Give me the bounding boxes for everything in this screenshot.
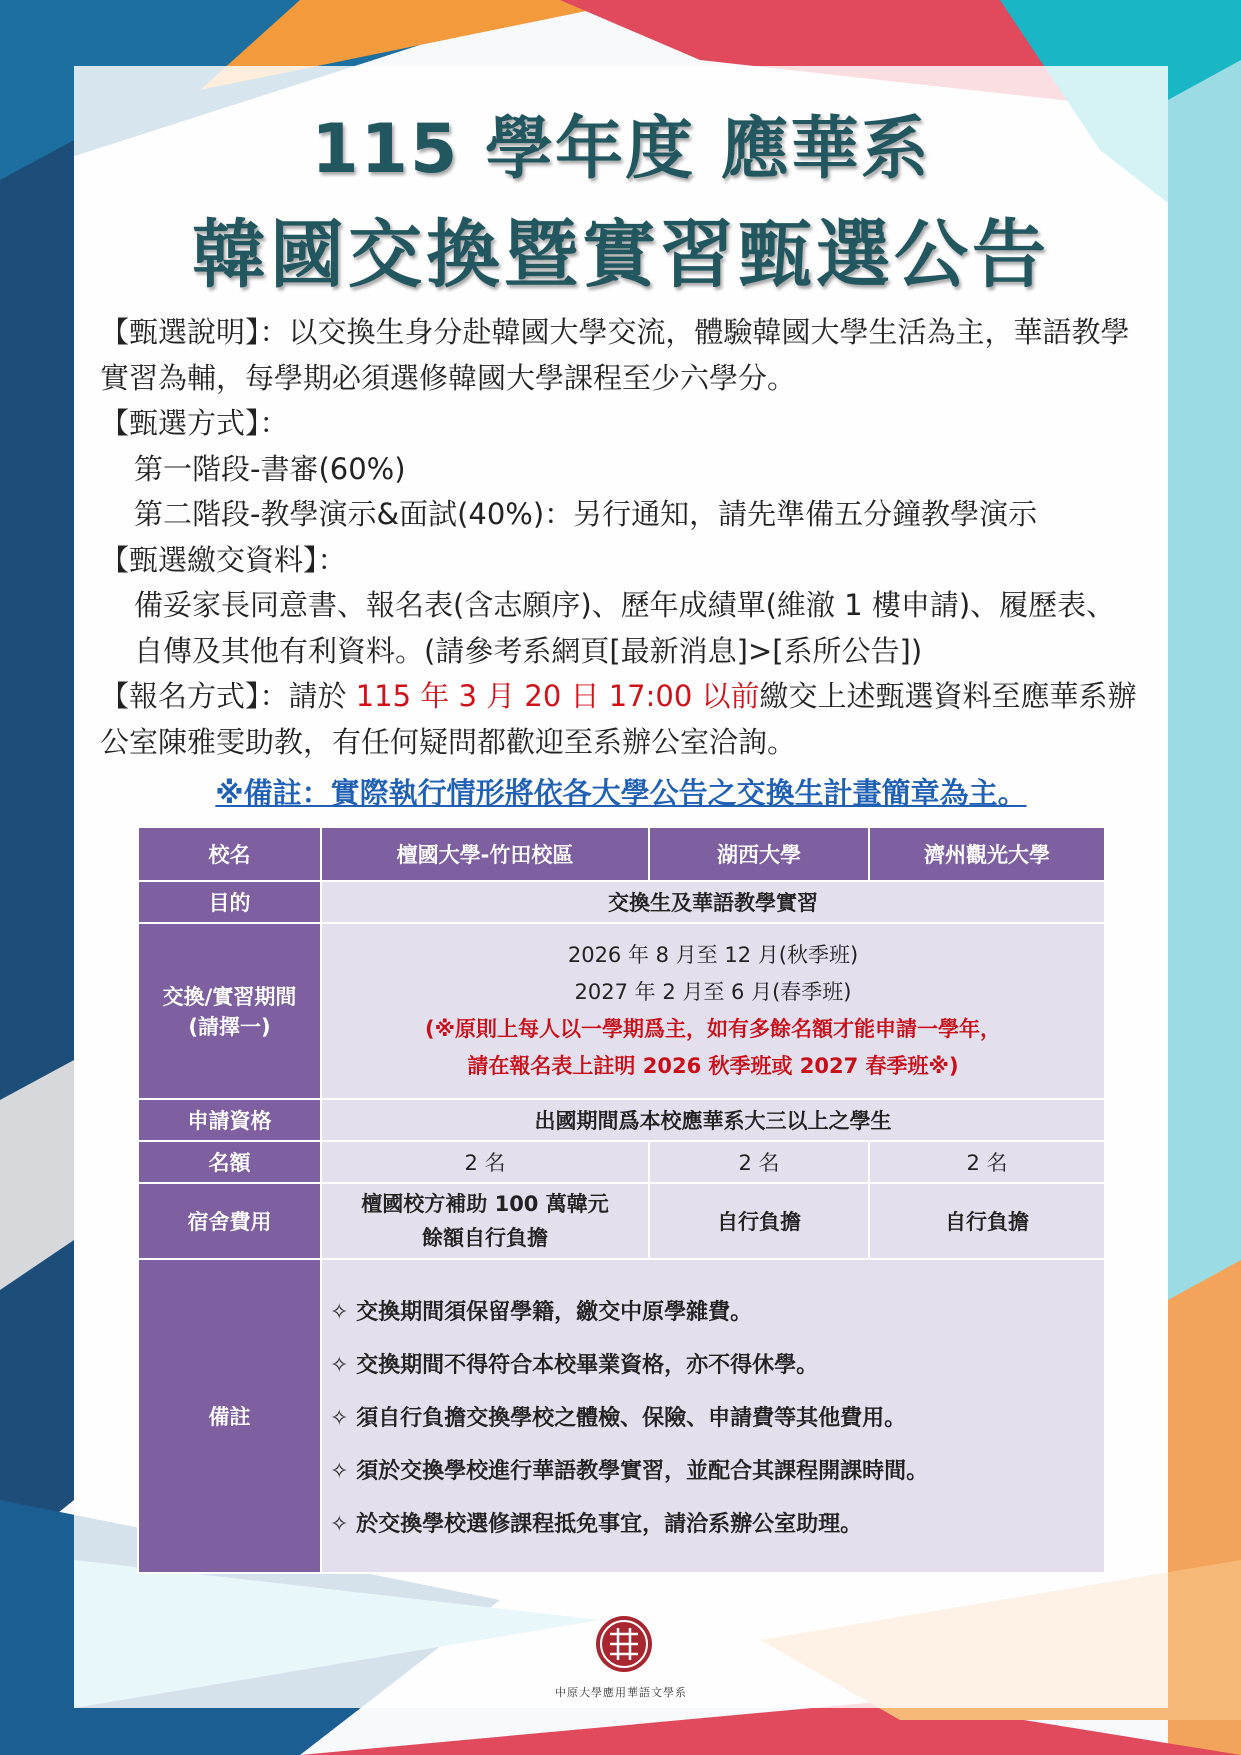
- dorm-dankook-line1: 檀國校方補助 100 萬韓元: [361, 1192, 609, 1216]
- quota-jeju: 2 名: [869, 1141, 1105, 1183]
- header-school: 校名: [138, 827, 321, 881]
- quota-hoseo: 2 名: [649, 1141, 869, 1183]
- announcement-body: [100, 310, 1140, 765]
- documents-description: 備妥家長同意書、報名表(含志願序)、歷年成績單(維澈 1 樓申請)、履歷表、自傳及其他有利資料。(請參考系網頁[最新消息]>[系所公告]): [134, 588, 1116, 668]
- period-fall: 2026 年 8 月至 12 月(秋季班): [567, 943, 859, 967]
- table-row: [138, 881, 1105, 923]
- header-period-line2: (請擇一): [188, 1015, 271, 1039]
- header-remark: 備註: [138, 1259, 321, 1573]
- school-dankook: 檀國大學-竹田校區: [321, 827, 649, 881]
- remark-note: ※備註：實際執行情形將依各大學公告之交換生計畫簡章為主。: [215, 776, 1027, 810]
- table-row: [138, 1099, 1105, 1141]
- dorm-dankook: [321, 1183, 649, 1259]
- header-dorm: 宿舍費用: [138, 1183, 321, 1259]
- qualification-value: 出國期間爲本校應華系大三以上之學生: [321, 1099, 1105, 1141]
- period-spring: 2027 年 2 月至 6 月(春季班): [574, 980, 852, 1004]
- period-value: [321, 923, 1105, 1099]
- remark-cell: [321, 1259, 1105, 1573]
- table-row: [138, 1259, 1105, 1573]
- dorm-dankook-line2: 餘額自行負擔: [422, 1226, 548, 1250]
- header-purpose: 目的: [138, 881, 321, 923]
- application-method-rest: 繳交上述甄選資料至應華系辦公室陳雅雯助教，有任何疑問都歡迎至系辦公室洽詢。: [100, 679, 1137, 759]
- table-row: [138, 1141, 1105, 1183]
- list-item: ✧ 交換期間不得符合本校畢業資格，亦不得休學。: [330, 1352, 819, 1378]
- list-item: ✧ 須自行負擔交換學校之體檢、保險、申請費等其他費用。: [330, 1405, 907, 1431]
- application-method-label: 【報名方式】：請於: [100, 679, 356, 713]
- deadline: 115 年 3 月 20 日 17:00 以前: [355, 679, 760, 713]
- title-line-1: 115 學年度 應華系: [311, 110, 931, 189]
- header-period: [138, 923, 321, 1099]
- title-line-2: 韓國交換暨實習甄選公告: [192, 212, 1050, 298]
- documents-heading: 【甄選繳交資料】：: [100, 542, 347, 577]
- quota-dankook: 2 名: [321, 1141, 649, 1183]
- school-jeju-tourism: 濟州觀光大學: [869, 827, 1105, 881]
- stage-one: 第一階段-書審(60%): [134, 451, 406, 486]
- selection-method-heading: 【甄選方式】：: [100, 406, 289, 440]
- department-name: 中原大學應用華語文學系: [555, 1686, 687, 1699]
- table-row: [138, 923, 1105, 1099]
- list-item: ✧ 於交換學校選修課程抵免事宜，請洽系辦公室助理。: [330, 1511, 863, 1537]
- list-item: ✧ 須於交換學校進行華語教學實習，並配合其課程開課時間。: [330, 1458, 929, 1484]
- period-note-line2: 請在報名表上註明 2026 秋季班或 2027 春季班※): [467, 1054, 959, 1078]
- purpose-value: 交換生及華語教學實習: [321, 881, 1105, 923]
- dorm-hoseo: 自行負擔: [649, 1183, 869, 1259]
- header-quota: 名額: [138, 1141, 321, 1183]
- list-item: ✧ 交換期間須保留學籍，繳交中原學雜費。: [330, 1299, 753, 1325]
- department-seal-icon: [594, 1614, 654, 1674]
- period-note-line1: (※原則上每人以一學期爲主，如有多餘名額才能申請一學年，: [424, 1017, 1001, 1041]
- school-hoseo: 湖西大學: [649, 827, 869, 881]
- header-period-line1: 交換/實習期間: [162, 985, 297, 1009]
- application-method: [100, 674, 1140, 765]
- remark-list: [328, 1295, 1098, 1538]
- table-row: [138, 827, 1105, 881]
- header-qualification: 申請資格: [138, 1099, 321, 1141]
- selection-description: 【甄選說明】：以交換生身分赴韓國大學交流，體驗韓國大學生活為主，華語教學實習為輔，每學期必須選修韓國大學課程至少六學分。: [100, 315, 1130, 395]
- exchange-table: [137, 826, 1106, 1574]
- dorm-jeju: 自行負擔: [869, 1183, 1105, 1259]
- table-row: [138, 1183, 1105, 1259]
- stage-two: 第二階段-教學演示&面試(40%)：另行通知，請先準備五分鐘教學演示: [134, 497, 1038, 531]
